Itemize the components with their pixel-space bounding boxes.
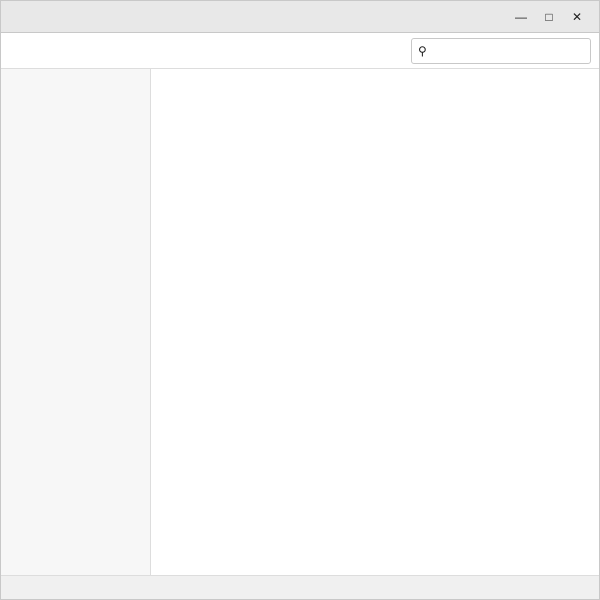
page-title	[163, 81, 587, 101]
toolbar	[1, 33, 599, 69]
search-input[interactable]	[431, 44, 584, 58]
status-bar	[1, 575, 599, 599]
content-panel	[151, 69, 599, 575]
sidebar	[1, 69, 151, 575]
search-box[interactable]	[411, 38, 591, 64]
title-bar	[1, 1, 599, 33]
main-area	[1, 69, 599, 575]
close-icon[interactable]: ✕	[571, 9, 583, 24]
search-icon: ⚲	[418, 43, 427, 58]
minimize-icon[interactable]: —	[515, 9, 527, 24]
maximize-icon[interactable]: □	[545, 9, 553, 24]
